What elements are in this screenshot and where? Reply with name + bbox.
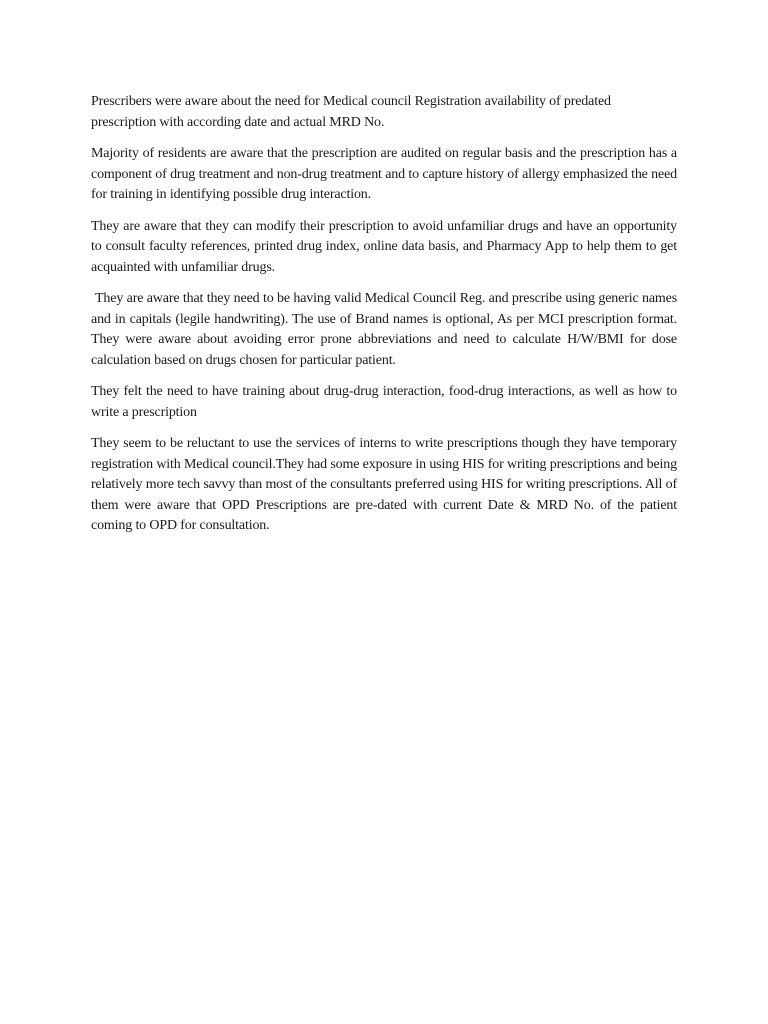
paragraph-unfamiliar-drugs: They are aware that they can modify their prescription to avoid unfamiliar drugs and have an opportunity to consult faculty references, printed drug index, online data basis, and Pharmacy App to help them to get acquainted with unfamiliar drugs.	[91, 218, 677, 275]
paragraph-training-need: They felt the need to have training about drug-drug interaction, food-drug interactions, as well as how to write a prescription	[91, 384, 677, 420]
paragraph-medical-council-registration: Prescribers were aware about the need for Medical council Registration availability of predated prescription with according date and actual MRD No.	[91, 94, 611, 130]
paragraph-valid-registration-generic-names: They are aware that they need to be having valid Medical Council Reg. and prescribe using generic names and in capitals (legile handwriting). The use of Brand names is optional, As per MCI prescription format. They were aware about avoiding error prone abbreviations and need to calculate H/W/BMI for dose calculation based on drugs chosen for particular patient.	[91, 291, 677, 368]
paragraph-prescription-audit: Majority of residents are aware that the prescription are audited on regular basis and the prescription has a component of drug treatment and non-drug treatment and to capture history of allergy emphasized the need for training in identifying possible drug interaction.	[91, 146, 677, 202]
paragraph-interns-and-his: They seem to be reluctant to use the services of interns to write prescriptions though they have temporary registration with Medical council.They had some exposure in using HIS for writing prescriptions and being relatively more tech savvy than most of the consultants preferred using HIS for writing prescriptions. All of them were aware that OPD Prescriptions are pre-dated with current Date & MRD No. of the patient coming to OPD for consultation.	[91, 436, 677, 533]
